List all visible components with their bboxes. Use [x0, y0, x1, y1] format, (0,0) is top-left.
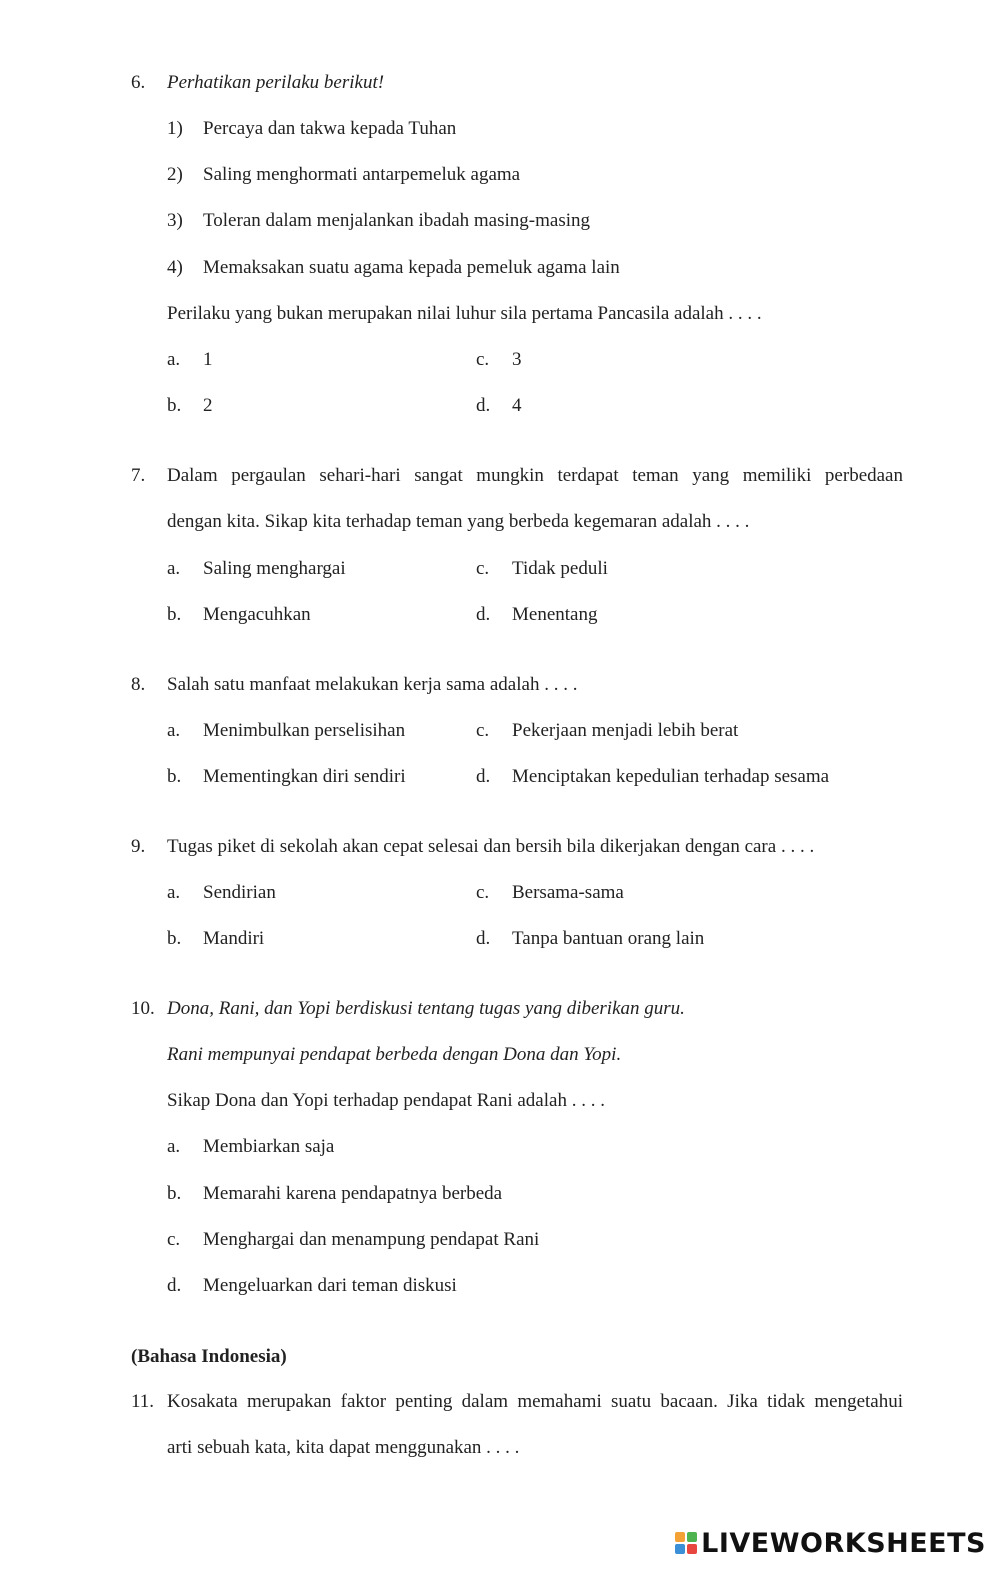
option-a[interactable]: a. 1	[167, 349, 213, 370]
question-context: Rani mempunyai pendapat berbeda dengan Dona dan Yopi.	[167, 1044, 622, 1065]
option-d[interactable]: d. Mengeluarkan dari teman diskusi	[167, 1275, 457, 1296]
list-item: 3) Toleran dalam menjalankan ibadah masing-masing	[167, 210, 590, 231]
question-number: 7.	[131, 465, 146, 486]
question-number: 11.	[131, 1391, 155, 1412]
liveworksheets-logo	[675, 1523, 986, 1563]
list-item: 1) Percaya dan takwa kepada Tuhan	[167, 118, 457, 139]
list-item: 2) Saling menghormati antarpemeluk agama	[167, 164, 521, 185]
option-a[interactable]: a. Sendirian	[167, 882, 276, 903]
option-b[interactable]: b. 2	[167, 395, 213, 416]
option-b[interactable]: b. Mengacuhkan	[167, 604, 311, 625]
option-b[interactable]: b. Mandiri	[167, 928, 265, 949]
question-text: Perilaku yang bukan merupakan nilai luhur sila pertama Pancasila adalah . . . .	[167, 303, 762, 324]
question-context: Dona, Rani, dan Yopi berdiskusi tentang tugas yang diberikan guru.	[167, 998, 685, 1019]
option-d[interactable]: d. Tanpa bantuan orang lain	[476, 928, 705, 949]
option-a[interactable]: a. Membiarkan saja	[167, 1136, 335, 1157]
option-a[interactable]: a. Saling menghargai	[167, 558, 346, 579]
option-b[interactable]: b. Mementingkan diri sendiri	[167, 766, 406, 787]
option-c[interactable]: c. 3	[476, 349, 522, 370]
option-c[interactable]: c. Menghargai dan menampung pendapat Rani	[167, 1229, 540, 1250]
question-11	[131, 1391, 903, 1461]
question-number: 8.	[131, 674, 146, 695]
option-c[interactable]: c. Pekerjaan menjadi lebih berat	[476, 720, 739, 741]
question-text: dengan kita. Sikap kita terhadap teman yang berbeda kegemaran adalah . . . .	[167, 511, 750, 532]
logo-grid-icon	[675, 1532, 697, 1554]
question-9	[131, 836, 903, 960]
question-text: arti sebuah kata, kita dapat menggunakan . . . .	[167, 1437, 520, 1458]
question-text: Tugas piket di sekolah akan cepat selesai dan bersih bila dikerjakan dengan cara . . . .	[167, 836, 815, 857]
option-c[interactable]: c. Bersama-sama	[476, 882, 624, 903]
question-number: 10.	[131, 998, 155, 1019]
option-b[interactable]: b. Memarahi karena pendapatnya berbeda	[167, 1183, 503, 1204]
option-c[interactable]: c. Tidak peduli	[476, 558, 608, 579]
option-d[interactable]: d. Menciptakan kepedulian terhadap sesama	[476, 766, 830, 787]
question-text: Dalam pergaulan sehari-hari sangat mungkin terdapat teman yang memiliki perbedaan	[167, 465, 903, 486]
question-8	[131, 674, 903, 798]
question-text: Salah satu manfaat melakukan kerja sama adalah . . . .	[167, 674, 578, 695]
option-d[interactable]: d. 4	[476, 395, 522, 416]
question-text: Sikap Dona dan Yopi terhadap pendapat Rani adalah . . . .	[167, 1090, 605, 1111]
section-heading: (Bahasa Indonesia)	[131, 1346, 287, 1367]
question-text: Kosakata merupakan faktor penting dalam memahami suatu bacaan. Jika tidak mengetahui	[167, 1391, 903, 1412]
list-item: 4) Memaksakan suatu agama kepada pemeluk agama lain	[167, 257, 620, 278]
option-d[interactable]: d. Menentang	[476, 604, 598, 625]
question-7	[131, 465, 903, 635]
question-number: 6.	[131, 72, 146, 93]
question-10	[131, 998, 903, 1298]
question-number: 9.	[131, 836, 146, 857]
question-6	[131, 72, 903, 422]
brand-text: LIVEWORKSHEETS	[701, 1527, 986, 1559]
option-a[interactable]: a. Menimbulkan perselisihan	[167, 720, 406, 741]
question-prompt: Perhatikan perilaku berikut!	[167, 72, 385, 93]
